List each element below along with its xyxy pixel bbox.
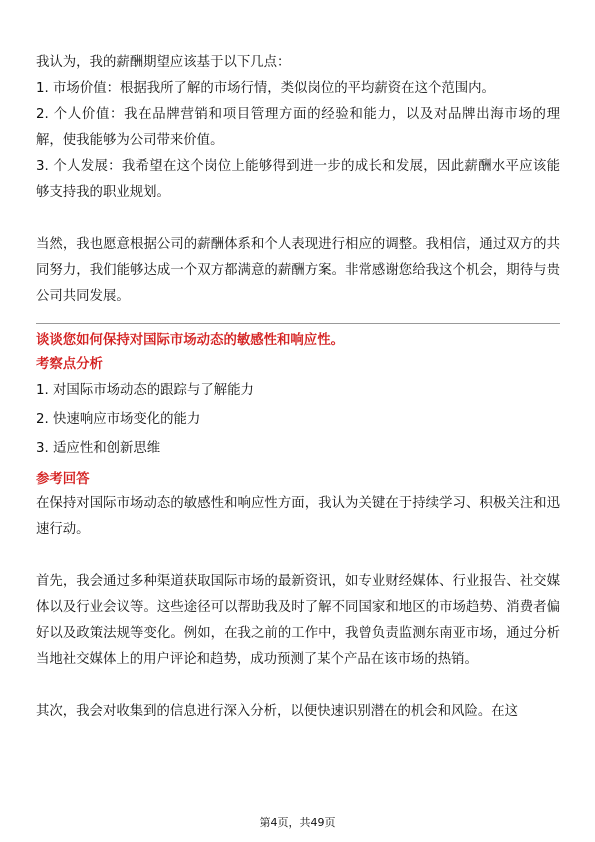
answer-paragraph-3: 其次，我会对收集到的信息进行深入分析，以便快速识别潜在的机会和风险。在这: [36, 704, 519, 719]
question-title: 谈谈您如何保持对国际市场动态的敏感性和响应性。: [36, 333, 344, 348]
analysis-item-3: 3. 适应性和创新思维: [36, 441, 161, 456]
paragraph-gap: [36, 206, 560, 232]
intro-point-3: 3. 个人发展：我希望在这个岗位上能够得到进一步的成长和发展，因此薪酬水平应该能够支持我的职业规划。: [36, 159, 560, 200]
answer-paragraph-2: 首先，我会通过多种渠道获取国际市场的最新资讯，如专业财经媒体、行业报告、社交媒体以及行业会议等。这些途径可以帮助我及时了解不同国家和地区的市场趋势、消费者偏好以及政策法规等变化。例如，在我之前的工作中，我曾负责监测东南亚市场，通过分析当地社交媒体上的用户评论和趋势，成功预测了某个产品在该市场的热销。: [36, 574, 560, 667]
analysis-item-2: 2. 快速响应市场变化的能力: [36, 412, 201, 427]
answer-heading: 参考回答: [36, 472, 90, 487]
answer-paragraph-1: 在保持对国际市场动态的敏感性和响应性方面，我认为关键在于持续学习、积极关注和迅速行动。: [36, 496, 560, 537]
page-number-footer: 第4页，共49页: [259, 816, 336, 829]
document-page: [36, 50, 560, 725]
analysis-item-1: 1. 对国际市场动态的跟踪与了解能力: [36, 383, 254, 398]
intro-point-1: 1. 市场价值：根据我所了解的市场行情，类似岗位的平均薪资在这个范围内。: [36, 81, 495, 96]
section-divider: [36, 323, 560, 324]
intro-closing: 当然，我也愿意根据公司的薪酬体系和个人表现进行相应的调整。我相信，通过双方的共同努力，我们能够达成一个双方都满意的薪酬方案。非常感谢您给我这个机会，期待与贵公司共同发展。: [36, 237, 560, 304]
analysis-heading: 考察点分析: [36, 357, 103, 372]
paragraph-gap: [36, 543, 560, 569]
intro-point-2: 2. 个人价值：我在品牌营销和项目管理方面的经验和能力，以及对品牌出海市场的理解，使我能够为公司带来价值。: [36, 107, 560, 148]
paragraph-gap: [36, 673, 560, 699]
intro-lead: 我认为，我的薪酬期望应该基于以下几点：: [36, 55, 291, 70]
